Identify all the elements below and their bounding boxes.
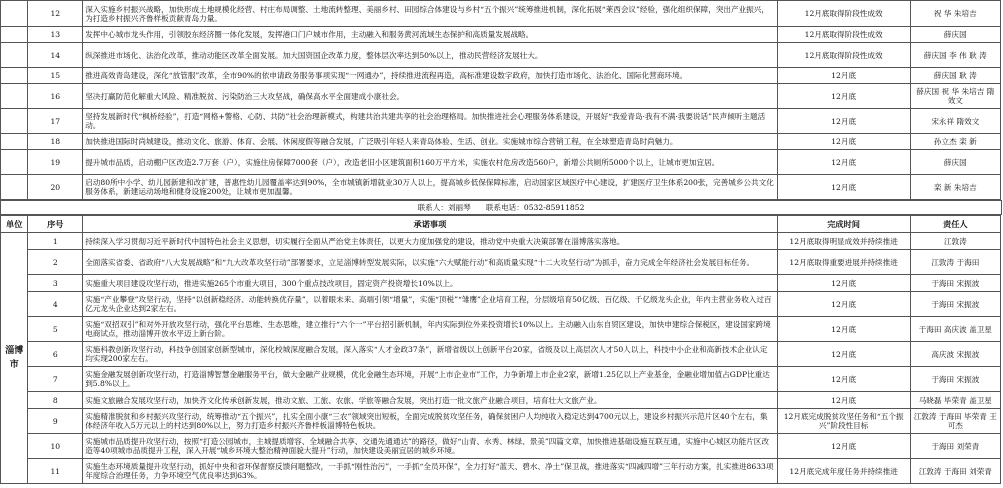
table-row [1, 150, 1001, 175]
completion-time: 12月底取得阶段性成效 [777, 1, 910, 27]
table-row [1, 434, 1001, 459]
unit-cell [1, 43, 28, 68]
table-row [1, 27, 1001, 43]
commitment-text: 实施城市品质提升攻坚行动，按照“打造公园城市，主城提质增容、全域融合共享、交通先通通达”的路径，做好“山青、水秀、林绿、景美”四篇文章，加快推进基础设施互联互通，实施中心城区功能片区改造等40项城市品质提升工程，深入开展“城乡环境大整治精神面貌大提升”行动，加快建设美丽宜居的城乡环境。 [83, 434, 777, 459]
completion-time: 12月底取得重要进展并持续推进 [777, 250, 910, 275]
completion-time: 12月底取得阶段性成效 [777, 43, 910, 68]
responsible-person: 于海田 高庆波 盖卫星 [910, 317, 1000, 342]
commitment-text: 加快推进国际时尚城建设，推动文化、旅游、体育、会展、休闲度假等融合发展，广泛吸引年轻人来青岛体验、生活、创业。实施城市综合营销工程，在全球塑造青岛时尚魅力。 [83, 134, 777, 150]
responsible-person: 于海田 宋振波 [910, 275, 1000, 292]
table-row [1, 392, 1001, 409]
responsible-person: 江敦涛 于海田 毕荣青 王可杰 [910, 409, 1000, 434]
commitment-text: 深入实施乡村振兴战略，加快形成土地规模化经营、村庄布局调整、土地流转整理、美丽乡村、田园综合体建设与乡村“五个振兴”统筹推进机制，深化拓展“莱西会议”经验，强化组织保障，突出产业振兴，为打造乡村振兴齐鲁样板贡献青岛力量。 [83, 1, 777, 27]
completion-time: 12月底 [777, 392, 910, 409]
responsible-person: 于海田 宋振波 [910, 367, 1000, 392]
unit-name: 淄博市 [1, 233, 28, 484]
completion-time: 12月底 [777, 367, 910, 392]
commitment-text: 发挥中心城市龙头作用，引领胶东经济圈一体化发展，发挥港口门户城市作用，主动融入和服务黄河流域生态保护和高质量发展战略。 [83, 27, 777, 43]
top-commitment-table [0, 0, 1001, 200]
responsible-person: 江敦涛 于海田 [910, 250, 1000, 275]
row-number: 12 [28, 1, 83, 27]
commitment-text: 实施金融发展创新攻坚行动，打造淄博智慧金融服务平台，做大金融产业规模，优化金融生态环境，开展“上市企业市”工作，力争新增上市企业2家，新增1.25亿以上产业基金，金融业增加值占GDP比重达到5.8%以上。 [83, 367, 777, 392]
responsible-person: 薛庆国 耿 涛 [910, 68, 1000, 84]
row-number: 4 [28, 292, 83, 317]
responsible-person: 宋永祥 隋效文 [910, 109, 1000, 134]
completion-time: 12月底 [777, 109, 910, 134]
row-number: 9 [28, 409, 83, 434]
header-time: 完成时间 [777, 216, 910, 233]
completion-time: 12月底 [777, 292, 910, 317]
unit-cell [1, 1, 28, 27]
commitment-text: 坚决打赢防范化解重大风险、精准脱贫、污染防治三大攻坚战，确保高水平全面建成小康社会。 [83, 84, 777, 109]
row-number: 8 [28, 392, 83, 409]
table-row [1, 367, 1001, 392]
unit-cell [1, 150, 28, 175]
completion-time: 12月底 [777, 84, 910, 109]
commitment-text: 持续深入学习贯彻习近平新时代中国特色社会主义思想，切实履行全面从严治党主体责任，以更大力度加强党的建设，推动党中央重大决策部署在淄博落实落地。 [83, 233, 777, 250]
table-row [1, 275, 1001, 292]
row-number: 6 [28, 342, 83, 367]
completion-time: 12月底完成脱贫攻坚任务和“五个振兴”阶段性目标 [777, 409, 910, 434]
completion-time: 12月底完成年度任务并持续推进 [777, 459, 910, 484]
unit-cell [1, 84, 28, 109]
row-number: 17 [28, 109, 83, 134]
table-row [1, 292, 1001, 317]
responsible-person: 马晓磊 毕荣青 盖卫星 [910, 392, 1000, 409]
unit-cell [1, 175, 28, 200]
unit-cell [1, 109, 28, 134]
row-number: 14 [28, 43, 83, 68]
completion-time: 12月底 [777, 68, 910, 84]
row-number: 18 [28, 134, 83, 150]
table-row [1, 1, 1001, 27]
commitment-text: 启动80所中小学、幼儿园新建和改扩建，普惠性幼儿园覆盖率达到90%，全市城镇新增就业30万人以上，提高城乡低保保障标准，启动国家区域医疗中心建设，扩建医疗卫生体系200张，完善城乡公共文化服务体系，新建运动场地和健身设施200处，让城市更加温馨。 [83, 175, 777, 200]
header-unit: 单位 [1, 216, 28, 233]
row-number: 19 [28, 150, 83, 175]
table-row [1, 233, 1001, 250]
table-row [1, 43, 1001, 68]
row-number: 2 [28, 250, 83, 275]
header-seq: 序号 [28, 216, 83, 233]
responsible-person: 高庆波 宋振波 [910, 342, 1000, 367]
table-row [1, 134, 1001, 150]
table-row [1, 109, 1001, 134]
zibo-commitment-table [0, 215, 1001, 484]
commitment-text: 实施“产业攀登”攻坚行动，坚持“以创新稳经济、动能转换优存量”，以着眼未来、高端引领“增量”，实施“顶税”“雏鹰”企业培育工程，分层级培育50亿级、百亿级、千亿级龙头企业，年内主营业务收入过百亿元龙头企业达到2家左右。 [83, 292, 777, 317]
responsible-person: 江敦涛 [910, 233, 1000, 250]
unit-cell [1, 134, 28, 150]
top-table-body [1, 1, 1001, 200]
row-number: 7 [28, 367, 83, 392]
completion-time: 12月底 [777, 150, 910, 175]
commitment-text: 实施生态环境质量提升攻坚行动，抓好中央和省环保督察反馈问题整改，一手抓“刚性治污”，一手抓“全员环保”，全力打好“蓝天、碧水、净土”保卫战，推进落实“四减四增”三年行动方案，扎实推进8633项年度综合治理任务，力争环境空气优良率达到63%。 [83, 459, 777, 484]
unit-cell [1, 27, 28, 43]
table-row [1, 342, 1001, 367]
table-row [1, 459, 1001, 484]
responsible-person: 薛庆国 [910, 27, 1000, 43]
row-number: 5 [28, 317, 83, 342]
table-row [1, 68, 1001, 84]
unit-cell [1, 68, 28, 84]
completion-time: 12月底 [777, 434, 910, 459]
responsible-person: 于海田 宋振波 [910, 292, 1000, 317]
row-number: 10 [28, 434, 83, 459]
commitment-text: 坚持发展新时代“枫桥经验”，打造“网格+警格、心防、共防”社会治理新模式，构建共治共建共享的社会治理格局。加快推进社会心理服务体系建设，开展好“我爱青岛·我有不满·我要说话”民声倾听主题活动。 [83, 109, 777, 134]
row-number: 20 [28, 175, 83, 200]
responsible-person: 薛庆国 李 伟 耿 涛 [910, 43, 1000, 68]
bottom-table-body [1, 216, 1001, 484]
completion-time: 12月底 [777, 275, 910, 292]
commitment-text: 实施精准脱贫和乡村振兴攻坚行动，统筹推动“五个振兴”，扎实全面小康“三农”领域突出短板，全面完成脱贫攻坚任务，确保贫困户人均纯收入稳定达到4700元以上，建设乡村振兴示范片区40个左右，集体经济年收入5万元以上的村达到80%以上，努力打造乡村振兴齐鲁样板淄博特色板块。 [83, 409, 777, 434]
table-header-row [1, 216, 1001, 233]
responsible-person: 薛庆国 [910, 150, 1000, 175]
responsible-person: 栾 新 朱培吉 [910, 175, 1000, 200]
row-number: 3 [28, 275, 83, 292]
header-task: 承诺事项 [83, 216, 777, 233]
commitment-text: 实施重大项目建设攻坚行动，推进实施265个市重大项目，300个重点技改项目，固定资产投资增长10%以上。 [83, 275, 777, 292]
completion-time: 12月底 [777, 342, 910, 367]
commitment-text: 纵深推进市场化、法治化改革，推动动能区改革全面发展。加大国资国企改革力度，整体层次率达到50%以上，推动民营经济发展壮大。 [83, 43, 777, 68]
commitment-text: 实施科教创新攻坚行动，科技争创国家创新型城市，深化校城深度融合发展，深入落实“人才金政37条”，新增省级以上创新平台20家，省级及以上高层次人才50人以上，科技中小企业和高新技术企业认定均实现200家左右。 [83, 342, 777, 367]
responsible-person: 祝 华 朱培吉 [910, 1, 1000, 27]
responsible-person: 薛庆国 祝 华 朱培吉 隋效文 [910, 84, 1000, 109]
completion-time: 12月底 [777, 134, 910, 150]
row-number: 15 [28, 68, 83, 84]
table-row [1, 409, 1001, 434]
completion-time: 12月底取得明显成效并持续推进 [777, 233, 910, 250]
table-row [1, 84, 1001, 109]
row-number: 1 [28, 233, 83, 250]
commitment-text: 推进高效青岛建设，深化“放管服”改革，全市90%的依申请政务服务事项实现“一网通办”，持续推进流程再造，高标准建设数字政府，加快打造市场化、法治化、国际化营商环境。 [83, 68, 777, 84]
completion-time: 12月底 [777, 175, 910, 200]
commitment-text: 全面落实省委、省政府“八大发展战略”和“九大改革攻坚行动”部署要求，立足淄博转型发展实际，以实施“六大赋能行动”和高质量实现“十二大攻坚行动”为抓手，奋力完成全年经济社会发展目标任务。 [83, 250, 777, 275]
row-number: 13 [28, 27, 83, 43]
contact-table [0, 200, 1002, 215]
row-number: 16 [28, 84, 83, 109]
commitment-text: 提升城市品质，启动棚户区改造2.7万套（户），实施住房保障7000套（户），改造老旧小区建筑面积160万平方米，实施农村危房改造560户，新增公共厕所5000个以上，让城市更加宜居。 [83, 150, 777, 175]
commitment-text: 实施文旅融合发展攻坚行动，加快齐文化传承创新发展，推动文旅、工旅、农旅、学旅等融合发展，突出打造一批文旅产业融合项目，培育壮大文旅产业。 [83, 392, 777, 409]
commitment-text: 实施“双招双引”和对外开放攻坚行动，强化平台思维、生态思维，建立推行“六个一”平台招引新机制，年内实际到位外来投资增长10%以上。主动融入山东自贸区建设，加快申建综合保税区，建设国家跨境电商试点，推动淄博开放水平迈上新台阶。 [83, 317, 777, 342]
table-row [1, 175, 1001, 200]
responsible-person: 孙立杰 栾 新 [910, 134, 1000, 150]
completion-time: 12月底取得阶段性成效 [777, 27, 910, 43]
responsible-person: 江敦涛 于海田 刘荣青 [910, 459, 1000, 484]
row-number: 11 [28, 459, 83, 484]
responsible-person: 于海田 刘荣青 [910, 434, 1000, 459]
header-resp: 责任人 [910, 216, 1000, 233]
contact-line: 联系人：刘丽琴 联系电话：0532-85911852 [1, 201, 1002, 215]
table-row [1, 317, 1001, 342]
table-row [1, 250, 1001, 275]
completion-time: 12月底 [777, 317, 910, 342]
